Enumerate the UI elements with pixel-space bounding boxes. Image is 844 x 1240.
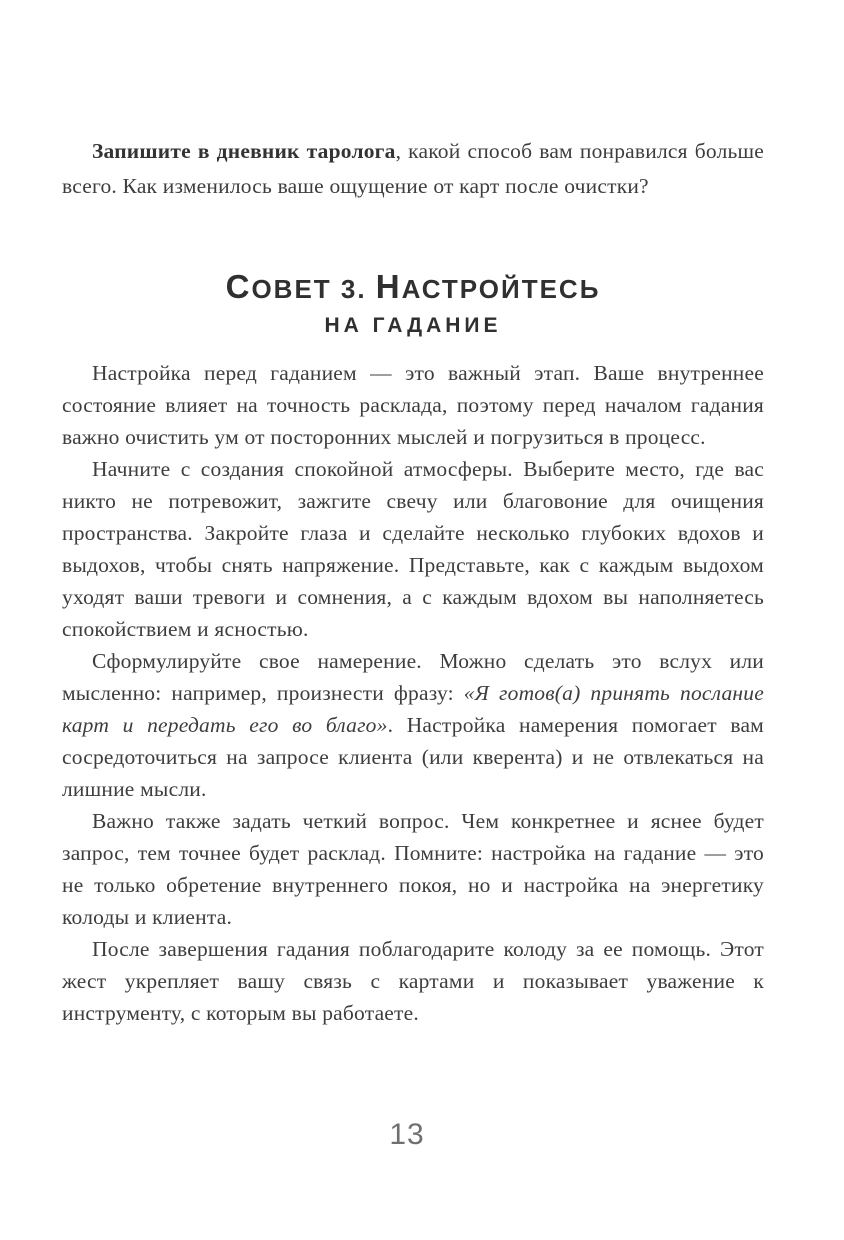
intro-paragraph bbox=[62, 134, 764, 204]
heading-initial-cap-2: Н bbox=[375, 268, 402, 305]
heading-smallcaps-1: ОВЕТ 3. bbox=[251, 274, 376, 304]
intro-rest-text: , какой способ вам понравился больше всего. Как изменилось ваше ощущение от карт после очистки? bbox=[62, 139, 764, 198]
intention-text-before-quote: Сформулируйте свое намерение. Можно сделать это вслух или мысленно: например, произнести фразу: bbox=[62, 649, 764, 705]
intro-bold-lead: Запишите в дневник таролога bbox=[92, 139, 396, 163]
body-text bbox=[62, 357, 764, 1029]
paragraph-gratitude: После завершения гадания поблагодарите колоду за ее помощь. Этот жест укрепляет вашу связь с картами и показывает уважение к инструменту, с которым вы работаете. bbox=[62, 937, 764, 1025]
chapter-heading-line1 bbox=[62, 266, 764, 312]
heading-smallcaps-2: АСТРОЙТЕСЬ bbox=[401, 274, 601, 304]
heading-initial-cap-1: С bbox=[225, 268, 252, 305]
chapter-heading-line2: НА ГАДАНИЕ bbox=[324, 314, 502, 337]
chapter-heading bbox=[62, 266, 764, 340]
paragraph-settling-importance: Настройка перед гаданием — это важный этап. Ваше внутреннее состояние влияет на точность расклада, поэтому перед началом гадания важно очистить ум от посторонних мыслей и погрузиться в процесс. bbox=[62, 361, 764, 449]
paragraph-intention bbox=[62, 645, 764, 805]
intention-text-after-quote: . Настройка намерения помогает вам сосредоточиться на запросе клиента (или кверента) и не отвлекаться на лишние мысли. bbox=[62, 713, 764, 801]
intention-quote-italic: «Я готов(а) принять послание карт и передать его во благо» bbox=[62, 681, 764, 737]
paragraph-calm-atmosphere: Начните с создания спокойной атмосферы. Выберите место, где вас никто не потревожит, зажгите свечу или благовоние для очищения пространства. Закройте глаза и сделайте несколько глубоких вдохов и выдохов, чтобы снять напряжение. Представьте, как с каждым выдохом уходят ваши тревоги и сомнения, а с каждым вдохом вы наполняетесь спокойствием и ясностью. bbox=[62, 457, 764, 641]
paragraph-clear-question: Важно также задать четкий вопрос. Чем конкретнее и яснее будет запрос, тем точнее будет расклад. Помните: настройка на гадание — это не только обретение внутреннего покоя, но и настройка на энергетику колоды и клиента. bbox=[62, 809, 764, 929]
page-number: 13 bbox=[389, 1118, 425, 1151]
